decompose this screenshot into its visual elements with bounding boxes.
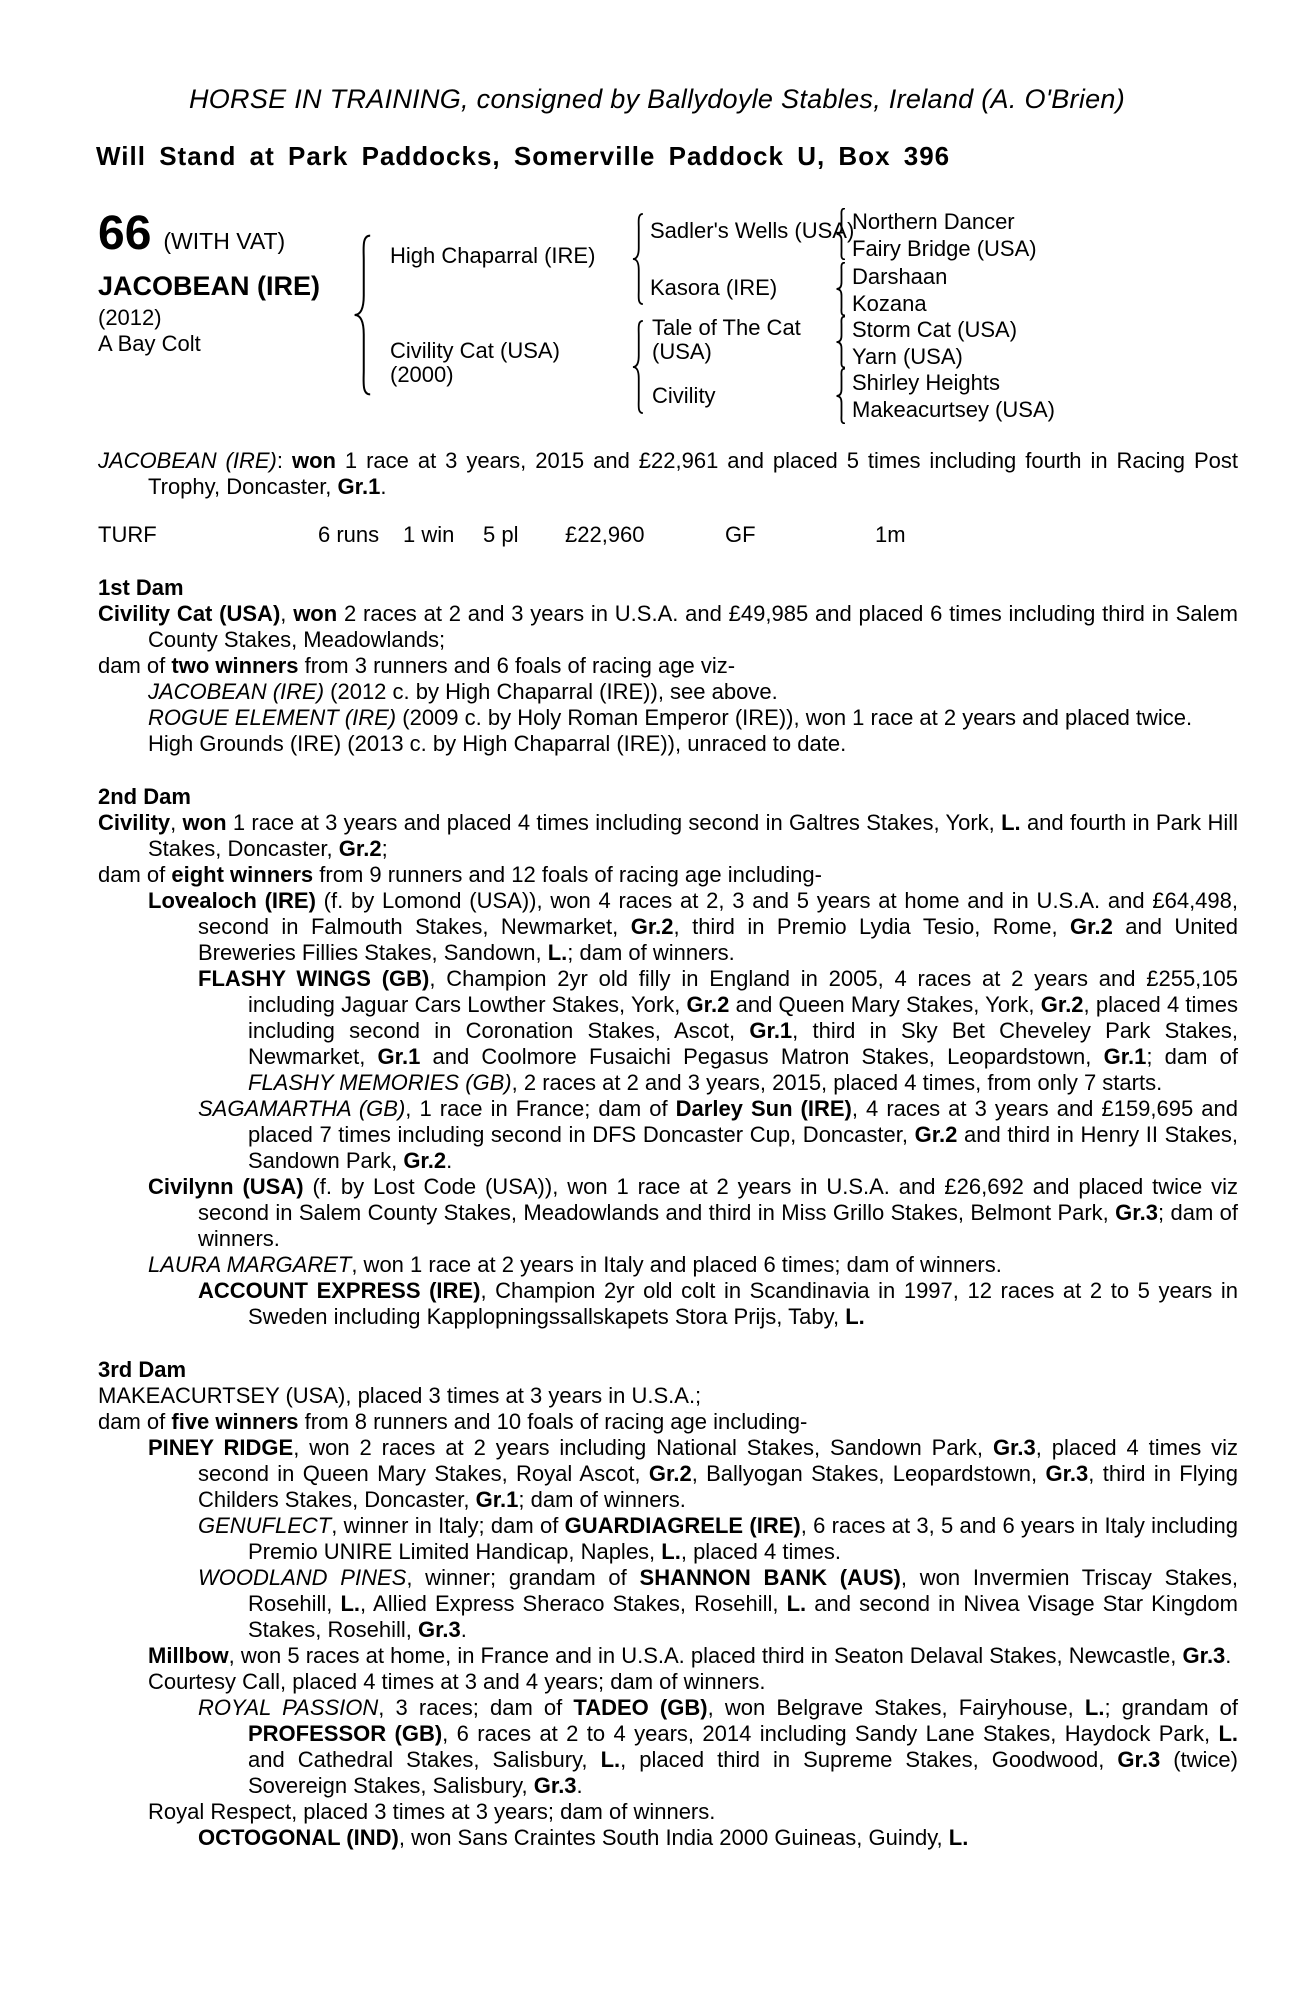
text-segment: , 2 races at 2 and 3 years, 2015, placed 4 times, from only 7 starts. xyxy=(511,1070,1163,1095)
text-segment: PROFESSOR (GB) xyxy=(248,1721,443,1746)
text-segment: , placed 4 times. xyxy=(680,1539,842,1564)
catalog-paragraph xyxy=(98,1383,1238,1409)
text-segment: , placed 4 times viz second in Queen Mary Stakes, Royal Ascot, xyxy=(198,1435,1238,1486)
text-segment: Gr.1 xyxy=(1103,1044,1147,1069)
places-value: 5 pl xyxy=(483,522,519,547)
catalog-paragraph xyxy=(198,966,1239,1096)
text-segment: GUARDIAGRELE (IRE) xyxy=(564,1513,801,1538)
distance-value: 1m xyxy=(875,522,906,547)
catalog-paragraph xyxy=(148,888,1239,966)
text-segment: Courtesy Call, placed 4 times at 3 and 4 years; dam of winners. xyxy=(148,1669,766,1694)
text-segment: ROYAL PASSION xyxy=(198,1695,379,1720)
text-segment: from 9 runners and 12 foals of racing age including- xyxy=(313,862,822,887)
pedigree-block xyxy=(0,208,1314,450)
text-segment: MAKEACURTSEY (USA), placed 3 times at 3 years in U.S.A.; xyxy=(98,1383,702,1408)
text-segment: L. xyxy=(1001,810,1021,835)
text-segment: Gr.3 xyxy=(417,1617,461,1642)
catalog-paragraph xyxy=(98,653,1238,679)
text-segment: L. xyxy=(786,1591,807,1616)
earnings-value: £22,960 xyxy=(565,522,645,547)
text-segment: (2012 c. by High Chaparral (IRE)), see above. xyxy=(324,679,778,704)
text-segment: Civility xyxy=(98,810,171,835)
text-segment: , 6 races at 3, 5 and 6 years in Italy including Premio UNIRE Limited Handicap, Naples, xyxy=(248,1513,1239,1564)
text-segment: ACCOUNT EXPRESS (IRE) xyxy=(198,1278,481,1303)
text-segment: Gr.2 xyxy=(1070,914,1113,939)
text-segment: , Champion 2yr old filly in England in 2005, 4 races at 2 years and £255,105 including Jaguar Cars Lowther Stakes, York, xyxy=(248,966,1238,1017)
text-segment: 1 race at 3 years, 2015 and £22,961 and placed 5 times including fourth in Racing Post Trophy, Doncaster, xyxy=(148,448,1238,499)
text-segment: Gr.2 xyxy=(403,1148,447,1173)
catalog-paragraph xyxy=(198,1825,1238,1851)
text-segment: . xyxy=(460,1617,467,1642)
text-segment: Gr.1 xyxy=(337,474,381,499)
text-segment: LAURA MARGARET xyxy=(148,1252,352,1277)
dam-heading: 2nd Dam xyxy=(98,784,191,809)
text-segment: , Ballyogan Stakes, Leopardstown, xyxy=(691,1461,1046,1486)
text-segment: Gr.3 xyxy=(533,1773,577,1798)
text-segment: JACOBEAN (IRE) xyxy=(98,448,277,473)
text-segment: Civility Cat (USA) xyxy=(98,601,281,626)
text-segment: dam of xyxy=(98,862,172,887)
text-segment: Lovealoch (IRE) xyxy=(148,888,316,913)
catalogue-text xyxy=(98,448,1238,1851)
text-segment: , placed 4 times including second in Coronation Stakes, Ascot, xyxy=(248,992,1238,1043)
lot-number: 66 xyxy=(98,207,152,260)
text-segment: Gr.2 xyxy=(1040,992,1084,1017)
text-segment: Darley Sun (IRE) xyxy=(675,1096,852,1121)
text-segment: TADEO (GB) xyxy=(573,1695,708,1720)
text-segment: , winner in Italy; dam of xyxy=(331,1513,565,1538)
text-segment: (f. by Lomond (USA)), won 4 races at 2, 3 and 5 years at home and in U.S.A. and £64,498, second in Falmouth Stakes, Newmarket, xyxy=(198,888,1239,939)
text-segment: , third in Flying Childers Stakes, Doncaster, xyxy=(198,1461,1238,1512)
text-segment: , winner; grandam of xyxy=(406,1565,640,1590)
text-segment: 1 race at 3 years and placed 4 times including second in Galtres Stakes, York, xyxy=(226,810,1002,835)
text-segment: won xyxy=(291,448,336,473)
great-grandparent-name: Storm Cat (USA) xyxy=(852,317,1018,342)
catalog-paragraph xyxy=(198,1565,1238,1643)
dam-dam-name: Civility xyxy=(652,383,716,408)
race-record-table xyxy=(98,522,1238,548)
text-segment: and Coolmore Fusaichi Pegasus Matron Stakes, Leopardstown, xyxy=(420,1044,1104,1069)
text-segment: , placed third in Supreme Stakes, Goodwood, xyxy=(620,1747,1118,1772)
catalog-paragraph xyxy=(148,1174,1239,1252)
text-segment: Gr.1 xyxy=(749,1018,793,1043)
text-segment: and second in Nivea Visage Star Kingdom Stakes, Rosehill, xyxy=(248,1591,1238,1642)
text-segment: Gr.1 xyxy=(377,1044,421,1069)
great-grandparent-name: Darshaan xyxy=(852,264,948,289)
catalog-paragraph xyxy=(148,731,1238,757)
text-segment: , won 5 races at home, in France and in U.S.A. placed third in Seaton Delaval Stakes, Newcastle, xyxy=(228,1643,1183,1668)
catalog-paragraph xyxy=(198,1513,1239,1565)
text-segment: L. xyxy=(661,1539,681,1564)
surface-label: TURF xyxy=(98,522,157,547)
text-segment: Millbow xyxy=(148,1643,229,1668)
horse-name: JACOBEAN (IRE) xyxy=(98,271,321,301)
great-grandparent-name: Shirley Heights xyxy=(852,370,1000,395)
dam-name xyxy=(390,339,560,387)
catalog-paragraph xyxy=(198,1278,1238,1330)
text-segment: and Queen Mary Stakes, York, xyxy=(729,992,1041,1017)
text-segment: L. xyxy=(948,1825,969,1850)
lot-row xyxy=(98,207,286,260)
catalog-paragraph xyxy=(148,1799,1238,1825)
dam-sire-line2: (USA) xyxy=(652,339,712,365)
pedigree-main-brace xyxy=(350,234,372,396)
text-segment: ; dam of winners. xyxy=(198,1200,1239,1251)
text-segment: , third in Sky Bet Cheveley Park Stakes, Newmarket, xyxy=(248,1018,1238,1069)
text-segment: ; dam of xyxy=(1146,1044,1239,1069)
text-segment: GENUFLECT xyxy=(198,1513,332,1538)
text-segment: five winners xyxy=(171,1409,299,1434)
text-segment: Gr.3 xyxy=(1117,1747,1161,1772)
text-segment: FLASHY MEMORIES (GB) xyxy=(248,1070,512,1095)
text-segment: won xyxy=(182,810,227,835)
text-segment: , won 2 races at 2 years including National Stakes, Sandown Park, xyxy=(293,1435,993,1460)
text-segment: , won Sans Craintes South India 2000 Guineas, Guindy, xyxy=(398,1825,949,1850)
catalog-paragraph xyxy=(98,1409,1238,1435)
dam-sire-name xyxy=(652,316,801,364)
text-segment: L. xyxy=(547,940,568,965)
dam-sections xyxy=(98,575,1238,1851)
text-segment: dam of xyxy=(98,1409,172,1434)
catalog-paragraph xyxy=(148,705,1238,731)
text-segment: : xyxy=(276,448,292,473)
runs-value: 6 runs xyxy=(318,522,380,547)
pedigree-brace-sire xyxy=(630,213,644,305)
text-segment: , won Belgrave Stakes, Fairyhouse, xyxy=(707,1695,1085,1720)
text-segment: Gr.2 xyxy=(338,836,382,861)
text-segment: Gr.2 xyxy=(914,1122,958,1147)
dam-sire-line1: Tale of The Cat xyxy=(652,315,801,340)
text-segment: . xyxy=(380,474,387,499)
dam-heading: 1st Dam xyxy=(98,575,184,600)
text-segment: and United Breweries Fillies Stakes, Sandown, xyxy=(198,914,1238,965)
pedigree-brace-dam xyxy=(630,320,644,414)
catalog-paragraph xyxy=(198,1096,1239,1174)
text-segment: OCTOGONAL (IND) xyxy=(198,1825,399,1850)
text-segment: L. xyxy=(1084,1695,1105,1720)
great-grandparent-name: Yarn (USA) xyxy=(852,344,963,369)
text-segment: 2 races at 2 and 3 years in U.S.A. and £49,985 and placed 6 times including third in Salem County Stakes, Meadowlands; xyxy=(148,601,1238,652)
text-segment: FLASHY WINGS (GB) xyxy=(198,966,430,991)
catalog-paragraph xyxy=(98,601,1238,653)
text-segment: Royal Respect, placed 3 times at 3 years; dam of winners. xyxy=(148,1799,716,1824)
text-segment: L. xyxy=(845,1304,865,1329)
catalog-paragraph xyxy=(148,1435,1238,1513)
great-grandparent-name: Kozana xyxy=(852,291,927,316)
text-segment: (twice) Sovereign Stakes, Salisbury, xyxy=(248,1747,1238,1798)
text-segment: Gr.1 xyxy=(475,1487,519,1512)
text-segment: , 4 races at 3 years and £159,695 and placed 7 times including second in DFS Doncaster Cup, Doncaster, xyxy=(248,1096,1238,1147)
text-segment: and third in Henry II Stakes, Sandown Park, xyxy=(248,1122,1239,1173)
text-segment: (f. by Lost Code (USA)), won 1 race at 2 years in U.S.A. and £26,692 and placed twice viz second in Salem County Stakes, Meadowlands and third in Miss Grillo Stakes, Belmont Park, xyxy=(198,1174,1238,1225)
text-segment: , won 1 race at 2 years in Italy and placed 6 times; dam of winners. xyxy=(351,1252,1002,1277)
text-segment: JACOBEAN (IRE) xyxy=(148,679,325,704)
text-segment: ; grandam of xyxy=(1104,1695,1239,1720)
text-segment: , Allied Express Sheraco Stakes, Rosehill, xyxy=(360,1591,787,1616)
text-segment: , 3 races; dam of xyxy=(378,1695,574,1720)
sire-name: High Chaparral (IRE) xyxy=(390,243,596,268)
horse-description: A Bay Colt xyxy=(98,331,201,356)
going-value: GF xyxy=(725,522,756,547)
text-segment: WOODLAND PINES xyxy=(198,1565,407,1590)
text-segment: SHANNON BANK (AUS) xyxy=(639,1565,901,1590)
text-segment: dam of xyxy=(98,653,172,678)
catalog-paragraph xyxy=(198,1695,1239,1799)
text-segment: Gr.2 xyxy=(630,914,674,939)
catalog-paragraph xyxy=(148,1252,1238,1278)
text-segment: SAGAMARTHA (GB) xyxy=(198,1096,406,1121)
text-segment: , third in Premio Lydia Tesio, Rome, xyxy=(673,914,1070,939)
text-segment: , 1 race in France; dam of xyxy=(405,1096,676,1121)
text-segment: . xyxy=(446,1148,453,1173)
text-segment: L. xyxy=(340,1591,361,1616)
sire-dam-name: Kasora (IRE) xyxy=(650,275,778,300)
catalog-paragraph xyxy=(98,862,1238,888)
text-segment: Gr.2 xyxy=(648,1461,692,1486)
text-segment: , Champion 2yr old colt in Scandinavia in 1997, 12 races at 2 to 5 years in Sweden including Kapplopningssallskapets Stora Prijs, Taby, xyxy=(248,1278,1238,1329)
text-segment: and Cathedral Stakes, Salisbury, xyxy=(248,1747,601,1772)
text-segment: (2009 c. by Holy Roman Emperor (IRE)), won 1 race at 2 years and placed twice. xyxy=(396,705,1193,730)
great-grandparent-name: Fairy Bridge (USA) xyxy=(852,236,1037,261)
text-segment: ; dam of winners. xyxy=(518,1487,686,1512)
dam-name-line2: (2000) xyxy=(390,362,454,388)
text-segment: Gr.3 xyxy=(1182,1643,1226,1668)
text-segment: Civilynn (USA) xyxy=(148,1174,304,1199)
text-segment: L. xyxy=(600,1747,621,1772)
catalog-paragraph xyxy=(148,1643,1238,1669)
catalog-paragraph xyxy=(98,810,1238,862)
pedigree-brace-gg2 xyxy=(834,262,846,316)
vat-note: (WITH VAT) xyxy=(163,228,286,254)
text-segment: PINEY RIDGE xyxy=(148,1435,294,1460)
text-segment: High Grounds (IRE) (2013 c. by High Chaparral (IRE)), unraced to date. xyxy=(148,731,847,756)
text-segment: ROGUE ELEMENT (IRE) xyxy=(148,705,397,730)
sire-sire-name: Sadler's Wells (USA) xyxy=(650,218,855,243)
dam-name-line1: Civility Cat (USA) xyxy=(390,338,560,363)
text-segment: Gr.3 xyxy=(992,1435,1036,1460)
great-grandparent-name: Makeacurtsey (USA) xyxy=(852,397,1055,422)
text-segment: L. xyxy=(1218,1721,1238,1746)
text-segment: and fourth in Park Hill Stakes, Doncaster, xyxy=(148,810,1238,861)
text-segment: . xyxy=(576,1773,583,1798)
catalog-paragraph xyxy=(148,679,1238,705)
text-segment: , won Invermien Triscay Stakes, Rosehill, xyxy=(248,1565,1238,1616)
text-segment: Gr.2 xyxy=(686,992,730,1017)
text-segment: won xyxy=(293,601,338,626)
consignor-line: HORSE IN TRAINING, consigned by Ballydoyle Stables, Ireland (A. O'Brien) xyxy=(188,84,1126,114)
text-segment: Gr.3 xyxy=(1045,1461,1089,1486)
text-segment: , 6 races at 2 to 4 years, 2014 including Sandy Lane Stakes, Haydock Park, xyxy=(442,1721,1219,1746)
text-segment: ; xyxy=(381,836,388,861)
text-segment: , xyxy=(170,810,183,835)
text-segment: from 3 runners and 6 foals of racing age viz- xyxy=(298,653,736,678)
great-grandparent-name: Northern Dancer xyxy=(852,209,1015,234)
text-segment: , xyxy=(280,601,294,626)
text-segment: two winners xyxy=(171,653,299,678)
pedigree-brace-gg3 xyxy=(834,316,846,368)
catalog-paragraph xyxy=(148,1669,1238,1695)
text-segment: Gr.3 xyxy=(1115,1200,1158,1225)
text-segment: from 8 runners and 10 foals of racing age including- xyxy=(298,1409,808,1434)
foaling-year: (2012) xyxy=(98,305,162,330)
text-segment: eight winners xyxy=(171,862,314,887)
pedigree-brace-gg4 xyxy=(834,368,846,424)
dam-heading: 3rd Dam xyxy=(98,1357,187,1382)
race-record-summary xyxy=(98,448,1238,500)
text-segment: . xyxy=(1225,1643,1232,1668)
stand-location-line: Will Stand at Park Paddocks, Somerville Paddock U, Box 396 xyxy=(96,141,951,171)
text-segment: ; dam of winners. xyxy=(567,940,735,965)
wins-value: 1 win xyxy=(403,522,455,547)
